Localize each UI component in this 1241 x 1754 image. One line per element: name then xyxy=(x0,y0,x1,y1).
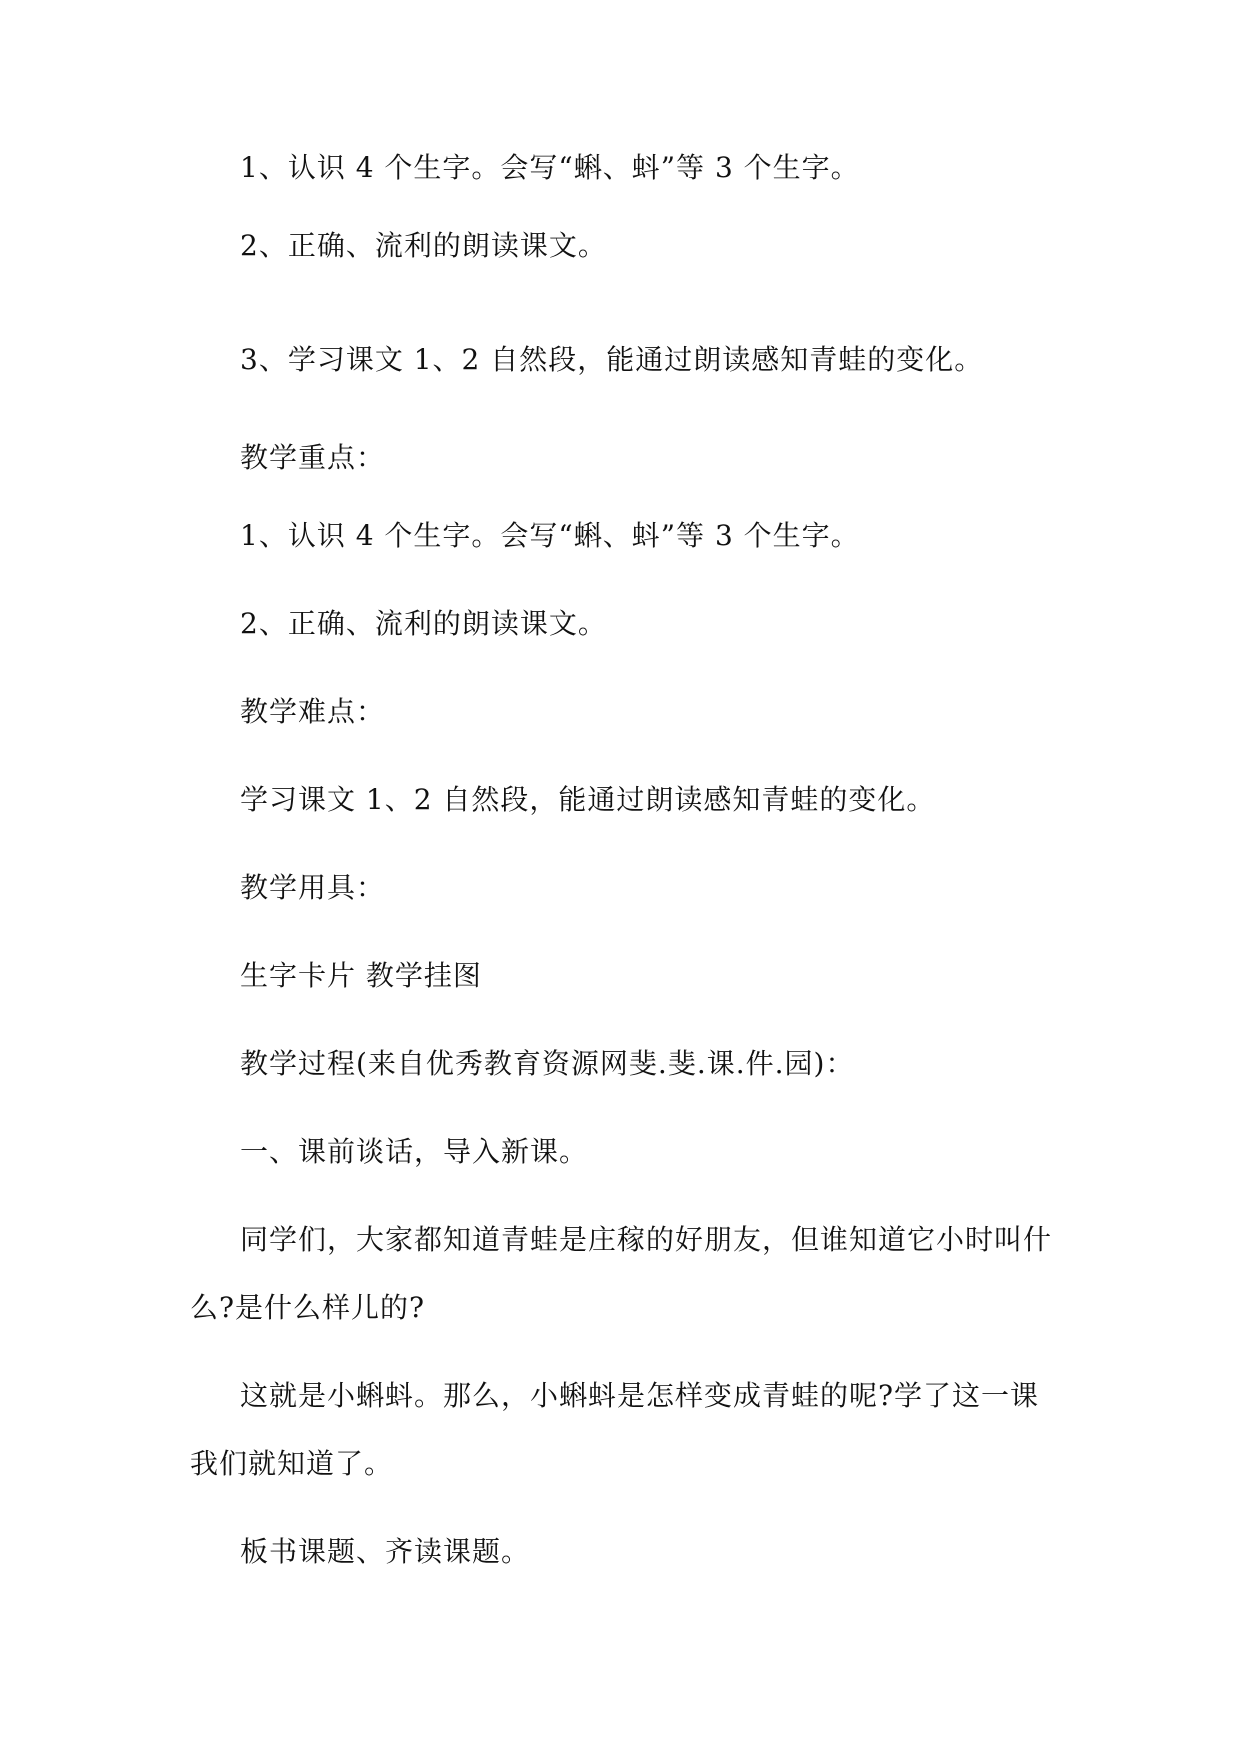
key-point-1: 1、认识 4 个生字。会写“蝌、蚪”等 3 个生字。 xyxy=(240,519,860,552)
paragraph-line: 么?是什么样儿的? xyxy=(190,1291,426,1324)
objective-2: 2、正确、流利的朗读课文。 xyxy=(240,229,607,262)
key-point-2: 2、正确、流利的朗读课文。 xyxy=(240,607,607,640)
paragraph-line: 我们就知道了。 xyxy=(190,1447,394,1480)
section-1-title: 一、课前谈话，导入新课。 xyxy=(240,1135,589,1168)
heading-tools: 教学用具： xyxy=(240,871,386,904)
paragraph-line: 板书课题、齐读课题。 xyxy=(240,1535,531,1568)
difficulty-1: 学习课文 1、2 自然段，能通过朗读感知青蛙的变化。 xyxy=(240,783,936,816)
tools-list: 生字卡片 教学挂图 xyxy=(240,959,482,992)
objective-3: 3、学习课文 1、2 自然段，能通过朗读感知青蛙的变化。 xyxy=(240,343,984,376)
heading-process: 教学过程(来自优秀教育资源网斐.斐.课.件.园)： xyxy=(240,1047,855,1080)
paragraph-line: 同学们，大家都知道青蛙是庄稼的好朋友，但谁知道它小时叫什 xyxy=(240,1223,1053,1256)
paragraph-line: 这就是小蝌蚪。那么，小蝌蚪是怎样变成青蛙的呢?学了这一课 xyxy=(240,1379,1040,1412)
heading-difficulties: 教学难点： xyxy=(240,695,386,728)
heading-key-points: 教学重点： xyxy=(240,441,386,474)
objective-1: 1、认识 4 个生字。会写“蝌、蚪”等 3 个生字。 xyxy=(240,151,860,184)
